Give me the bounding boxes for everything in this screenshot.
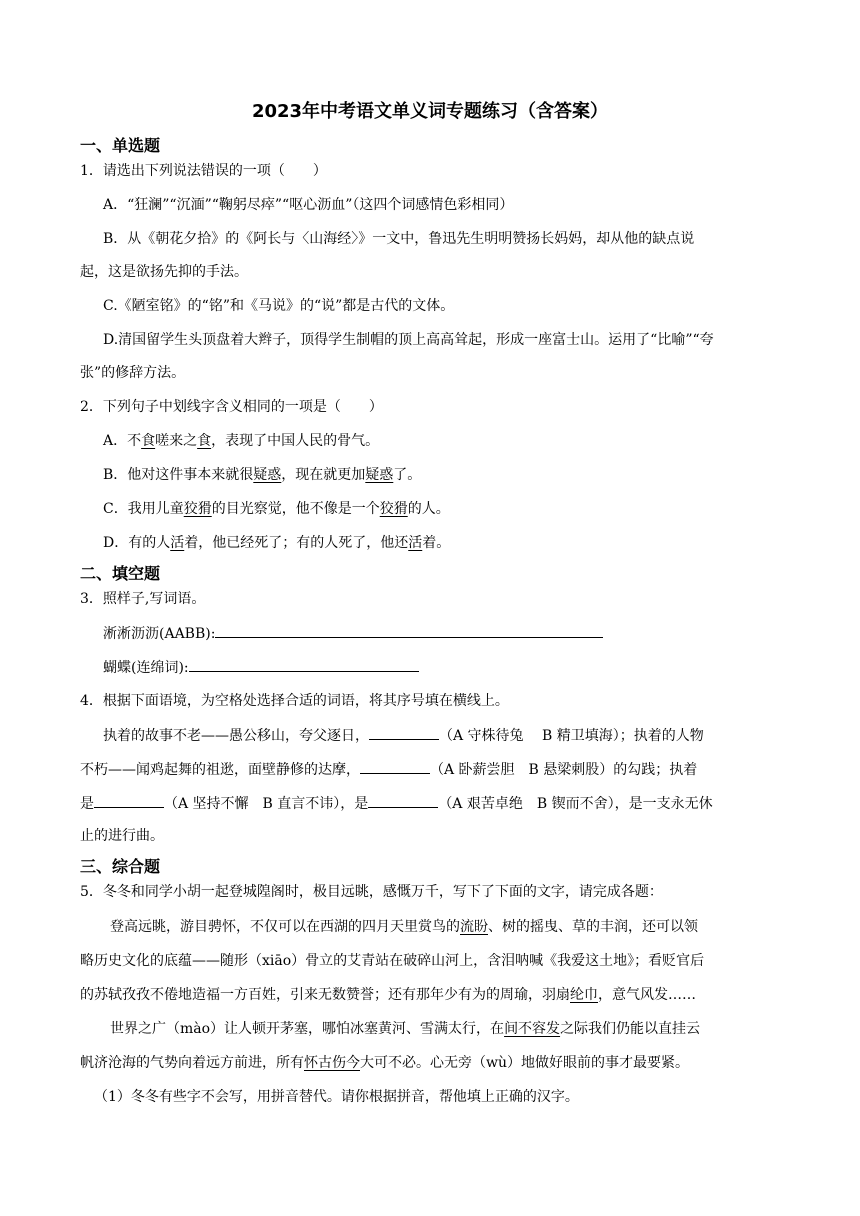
question-1-stem: 1．请选出下列说法错误的一项（ ）: [80, 163, 327, 179]
underlined-word: 食: [141, 433, 156, 449]
question-2-stem: 2．下列句子中划线字含义相同的一项是（ ）: [80, 399, 383, 415]
answer-blank[interactable]: [369, 725, 439, 740]
question-1-option-a: A．“狂澜”“沉湎”“鞠躬尽瘁”“呕心沥血”（这四个词感情色彩相同）: [103, 197, 514, 213]
question-1-option-b-line2: 起，这是欲扬先抑的手法。: [80, 264, 248, 280]
answer-blank[interactable]: [189, 657, 419, 672]
question-4-line-4: 止的进行曲。: [80, 828, 164, 844]
underlined-word: 狡猾: [379, 501, 408, 517]
question-3-stem: 3．照样子,写词语。: [80, 591, 206, 607]
answer-blank[interactable]: [215, 623, 603, 638]
underlined-word: 流盼: [460, 919, 488, 935]
underlined-word: 间不容发: [504, 1021, 561, 1037]
question-4-line-3: 是 （A 坚持不懈 B 直言不讳），是 （A 艰苦卓绝 B 锲而不舍），是一支永无休: [80, 793, 780, 814]
underlined-word: 食: [197, 433, 212, 449]
section-heading-comprehensive: 三、综合题: [80, 857, 161, 876]
underlined-word: 疑惑: [365, 467, 394, 483]
question-4-stem: 4．根据下面语境，为空格处选择合适的词语，将其序号填在横线上。: [80, 693, 509, 709]
question-1-option-d-line1: D.清国留学生头顶盘着大辫子，顶得学生制帽的顶上高高耸起，形成一座富士山。运用了“比喻”“夸: [103, 332, 714, 348]
section-heading-fill-blank: 二、填空题: [80, 564, 161, 583]
question-1-option-d-line2: 张”的修辞方法。: [80, 365, 186, 381]
question-1-option-b-line1: B．从《朝花夕拾》的《阿长与〈山海经〉》一文中，鲁迅先生明明赞扬长妈妈，却从他的缺点说: [103, 231, 695, 247]
underlined-word: 狡猾: [183, 501, 212, 517]
section-heading-single-choice: 一、单选题: [80, 136, 161, 155]
answer-blank[interactable]: [94, 793, 164, 808]
document-title: 2023年中考语文单义词专题练习（含答案）: [251, 101, 609, 122]
passage-paragraph-2-line-2: 帆济沧海的气势向着远方前进，所有怀古伤今大可不必。心无旁（wù）地做好眼前的事才最要紧。: [80, 1055, 689, 1071]
underlined-word: 纶巾: [570, 987, 598, 1003]
question-4-line-1: 执着的故事不老——愚公移山，夸父逐日， （A 守株待兔 B 精卫填海）；执着的人物: [103, 725, 803, 746]
question-2-option-c: C．我用儿童狡猾的目光察觉，他不像是一个狡猾的人。: [103, 501, 450, 517]
question-1-option-c: C.《陋室铭》的“铭”和《马说》的“说”都是古代的文体。: [103, 298, 455, 314]
question-5-subquestion-1: （1）冬冬有些字不会写，用拼音替代。请你根据拼音，帮他填上正确的汉字。: [94, 1089, 579, 1105]
underlined-word: 怀古伤今: [304, 1055, 360, 1071]
question-3-line-1: 淅淅沥沥(AABB):: [103, 623, 803, 644]
passage-paragraph-2-line-1: 世界之广（mào）让人顿开茅塞，哪怕冰塞黄河、雪满太行，在间不容发之际我们仍能以直挂云: [110, 1021, 701, 1037]
passage-paragraph-1-line-3: 的苏轼孜孜不倦地造福一方百姓，引来无数赞誉；还有那年少有为的周瑜，羽扇纶巾，意气风发……: [80, 987, 696, 1003]
question-4-line-2: 不朽——闻鸡起舞的祖逖，面壁静修的达摩， （A 卧薪尝胆 B 悬梁刺股）的勾践；执着: [80, 759, 780, 780]
question-2-option-a: A．不食嗟来之食，表现了中国人民的骨气。: [103, 433, 380, 449]
question-2-option-d: D．有的人活着，他已经死了；有的人死了，他还活着。: [103, 535, 451, 551]
question-2-option-b: B．他对这件事本来就很疑惑，现在就更加疑惑了。: [103, 467, 422, 483]
question-3-line-2: 蝴蝶(连绵词):: [103, 657, 803, 678]
underlined-word: 疑惑: [253, 467, 282, 483]
question-5-stem: 5．冬冬和同学小胡一起登城隍阁时，极目远眺，感慨万千，写下了下面的文字，请完成各题：: [80, 884, 663, 900]
underlined-word: 活: [170, 535, 185, 551]
passage-paragraph-1-line-1: 登高远眺，游目骋怀，不仅可以在西湖的四月天里赏鸟的流盼、树的摇曳、草的丰润，还可以领: [110, 919, 698, 935]
underlined-word: 活: [408, 535, 423, 551]
answer-blank[interactable]: [360, 759, 430, 774]
passage-paragraph-1-line-2: 略历史文化的底蕴——随形（xiāo）骨立的艾青站在破碎山河上，含泪呐喊《我爱这土地》；看贬官后: [80, 953, 705, 969]
answer-blank[interactable]: [368, 793, 438, 808]
